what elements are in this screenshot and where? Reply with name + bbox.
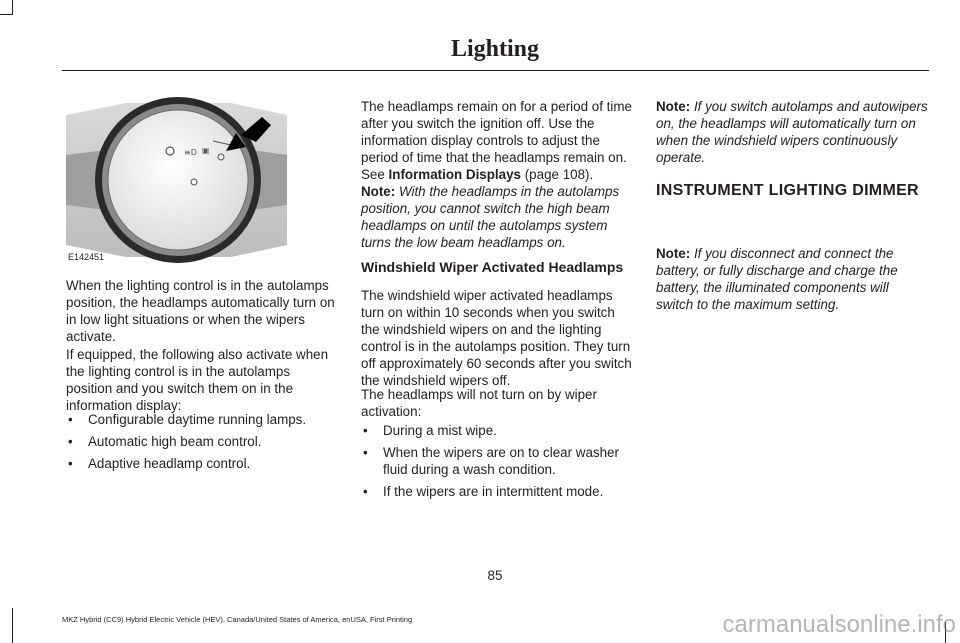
svg-text:≡D: ≡D [184,148,197,157]
list-item: • During a mist wipe. [363,423,497,438]
figure-id: E142451 [68,252,105,262]
footer-text: MKZ Hybrid (CC9) Hybrid Electric Vehicle (HEV), Canada/United States of America, enUSA, First Printing [62,615,413,624]
list-item: • If the wipers are in intermittent mode. [363,484,604,499]
bullet-icon: • [68,434,73,449]
section-subheading: Windshield Wiper Activated Headlamps [361,259,624,275]
bullet-icon: • [363,445,368,460]
svg-text:▣: ▣ [202,146,210,155]
page-number: 85 [487,568,503,583]
crop-mark [12,608,13,643]
col1-paragraph-2: If equipped, the following also activate when the lighting control is in the autolamps position and you switch them on in the information display: [66,347,329,413]
col3-note-2: Note: If you disconnect and connect the battery, or fully discharge and charge the battery, the illuminated components will switch to the maximum setting. [656,246,898,312]
col1-paragraph-1: When the lighting control is in the autolamps position, the headlamps automatically turn on in low light situations or when the wipers activate. [66,278,335,344]
col2-note-1: Note: With the headlamps in the autolamps position, you cannot switch the high beam headlamps on until the autolamps system turns the low beam headlamps on. [361,184,620,250]
col1-bullet-list [66,411,339,472]
list-item: • Automatic high beam control. [68,434,262,449]
header-divider [62,70,929,71]
bullet-icon: • [363,484,368,499]
headlamp-switch-illustration [66,95,287,265]
page-title: Lighting [450,36,540,62]
list-item: • When the wipers are on to clear washer fluid during a wash condition. [363,445,619,477]
col2-paragraph-2: The windshield wiper activated headlamps turn on within 10 seconds when you switch the windshield wipers on and the lighting control is in the autolamps position. They turn off approximately 60 seconds after you switch the windshield wipers off. [361,288,632,388]
cross-reference-link[interactable]: Information Displays [388,167,521,182]
list-item: • Configurable daytime running lamps. [68,412,307,427]
watermark: carmanualsonline.info [722,611,956,638]
bullet-icon: • [68,456,73,471]
bullet-icon: • [363,423,368,438]
col2-bullet-list [361,422,633,500]
crop-mark [0,14,13,15]
col3-note-1: Note: If you switch autolamps and autowipers on, the headlamps will automatically turn on when the windshield wipers continuously operate. [656,99,928,165]
col2-paragraph-1: The headlamps remain on for a period of time after you switch the ignition off. Use the information display controls to adjust the period of time that the headlamps remain on. See Information Displays (page 108). [361,99,632,182]
bullet-icon: • [68,412,73,427]
col2-paragraph-3: The headlamps will not turn on by wiper activation: [361,387,597,419]
crop-mark [12,0,13,14]
section-heading: INSTRUMENT LIGHTING DIMMER [656,182,919,199]
list-item: • Adaptive headlamp control. [68,456,251,471]
